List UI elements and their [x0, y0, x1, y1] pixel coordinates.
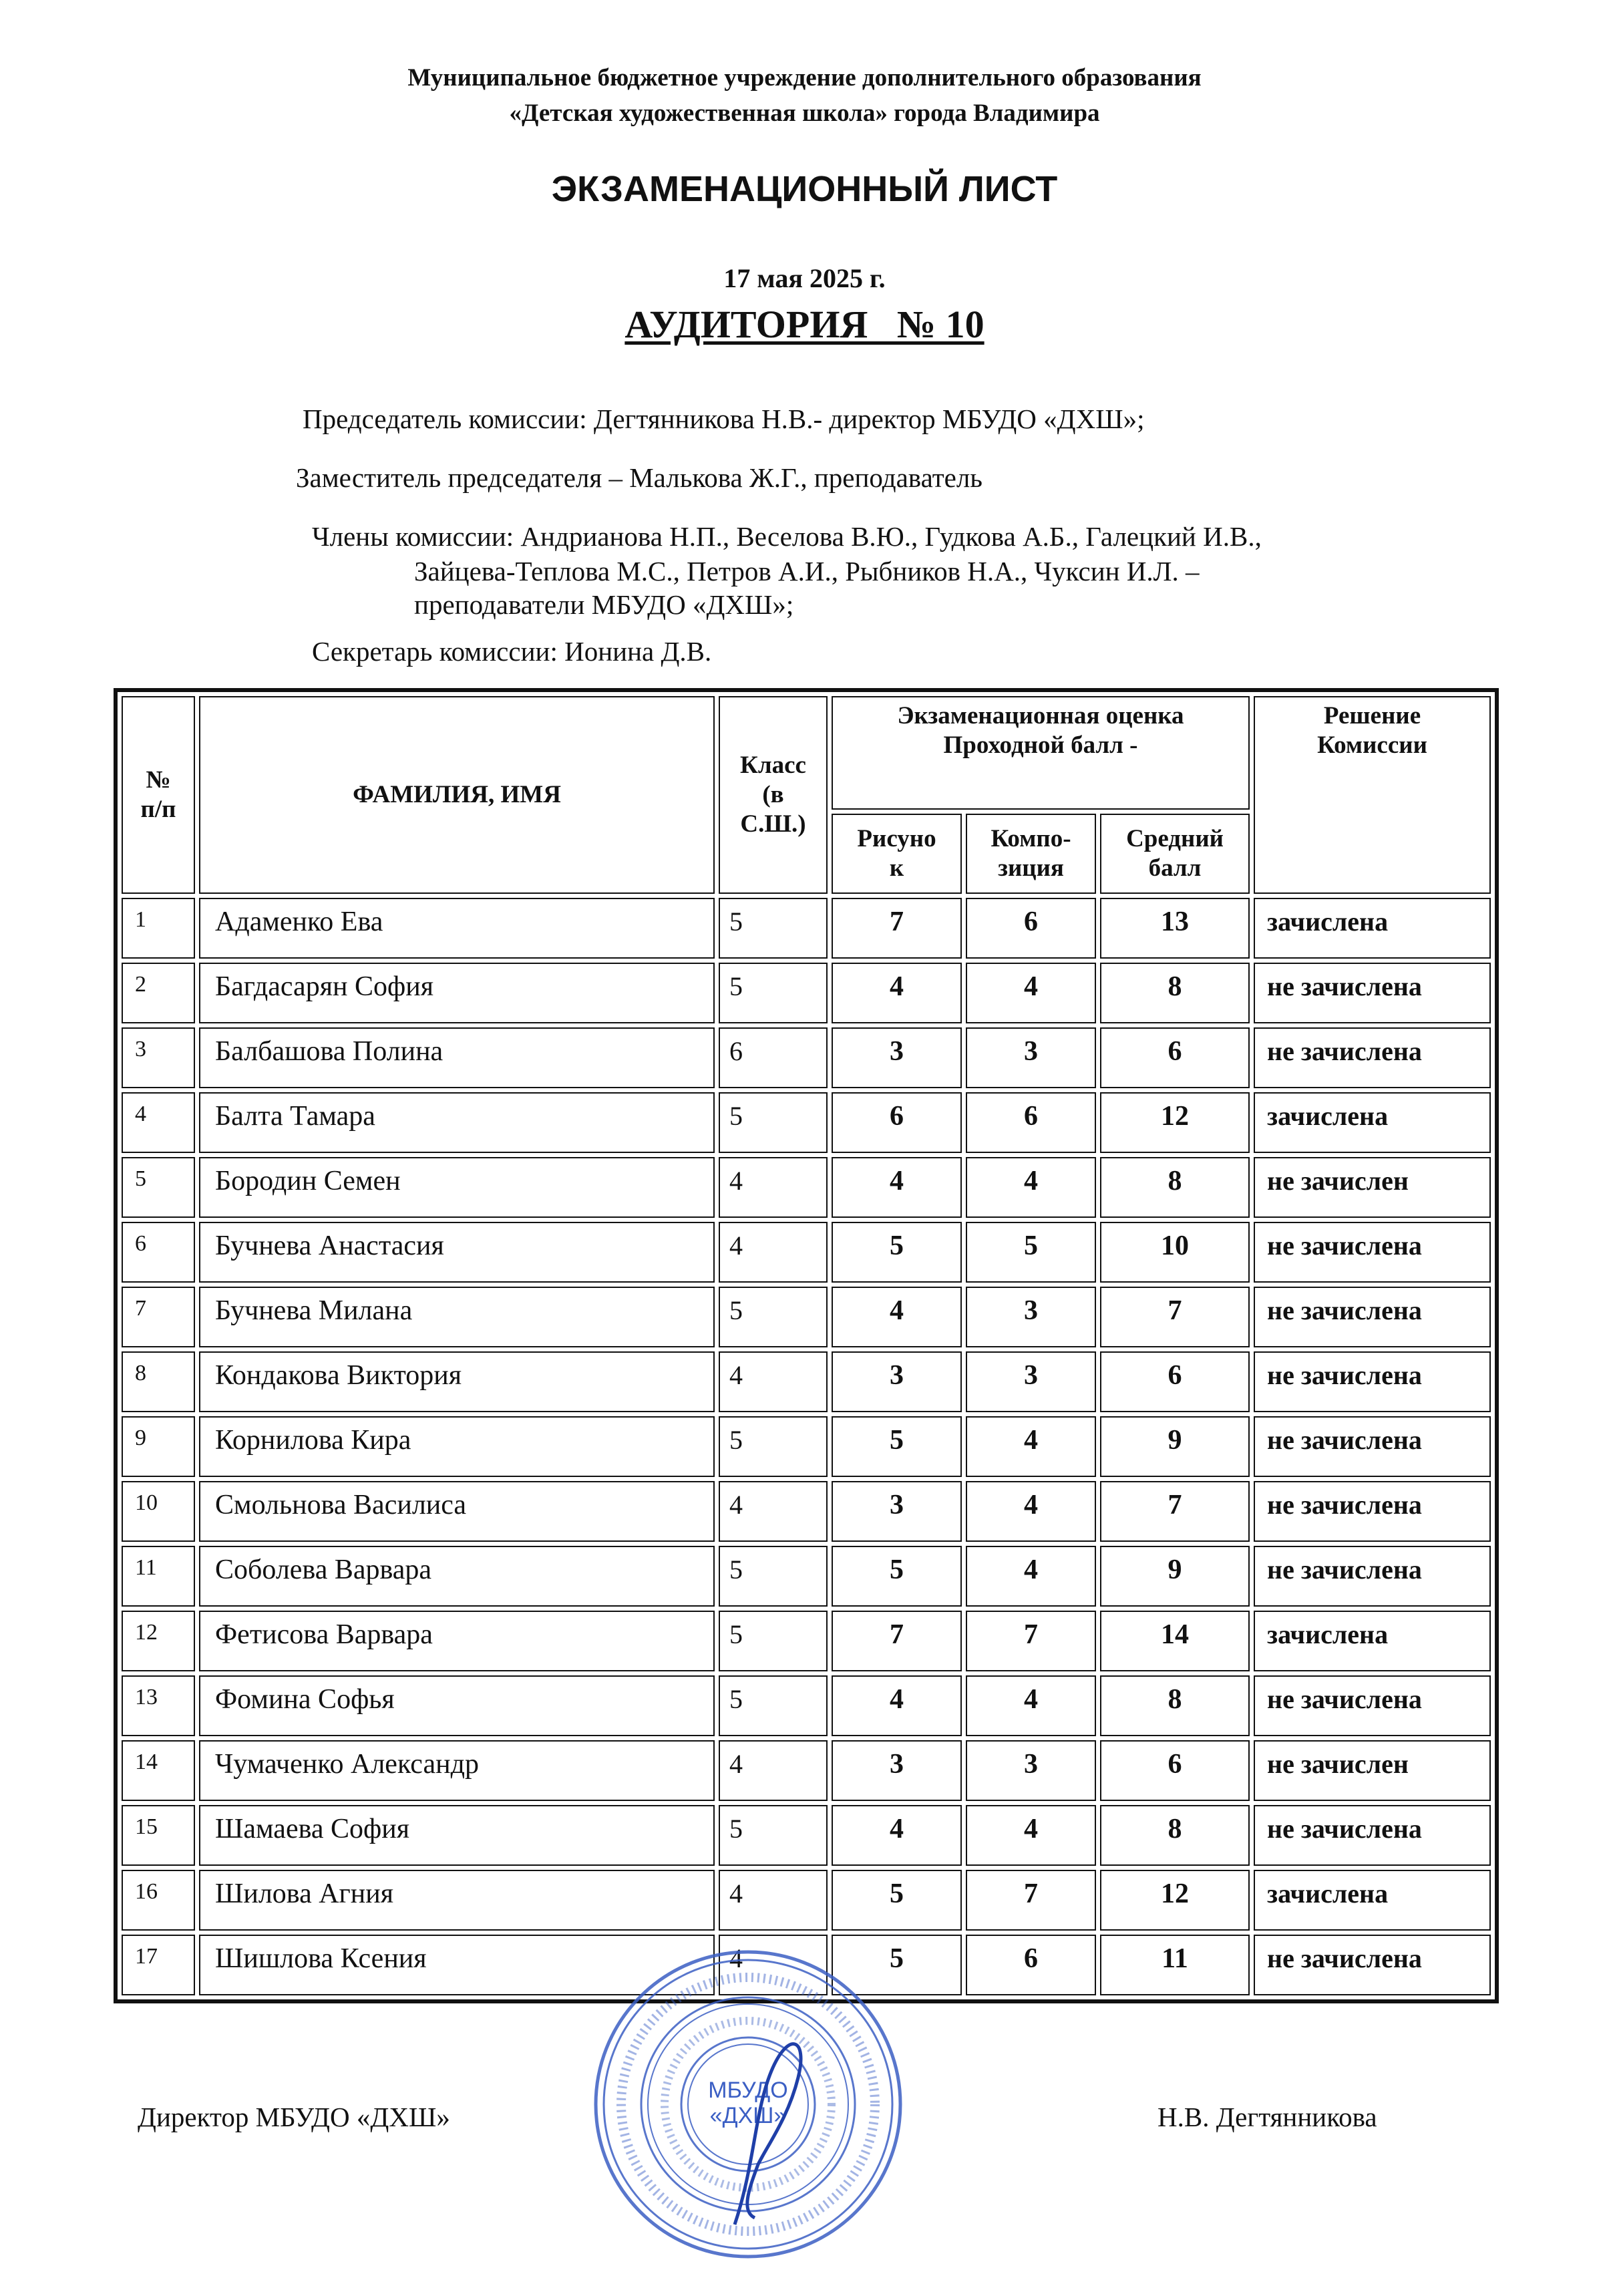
row-decision: не зачислена — [1254, 1287, 1491, 1347]
commission-members-line2: Зайцева-Теплова М.С., Петров А.И., Рыбников Н.А., Чуксин И.Л. – — [414, 556, 1200, 587]
commission-deputy: Заместитель председателя – Малькова Ж.Г., преподаватель — [296, 462, 983, 493]
row-decision: не зачислена — [1254, 1675, 1491, 1736]
table-row — [122, 1222, 1491, 1283]
row-drawing-score: 4 — [832, 1675, 962, 1736]
header-drawing — [832, 814, 962, 894]
row-number: 17 — [122, 1935, 195, 1995]
row-number: 14 — [122, 1740, 195, 1801]
table-row — [122, 1481, 1491, 1542]
row-number: 12 — [122, 1611, 195, 1671]
official-stamp — [588, 1944, 908, 2265]
row-composition-score: 5 — [966, 1222, 1096, 1283]
header-average-line1: Средний — [1126, 825, 1224, 852]
row-name: Соболева Варвара — [199, 1546, 715, 1607]
row-number: 7 — [122, 1287, 195, 1347]
row-class: 5 — [719, 898, 828, 959]
row-number: 11 — [122, 1546, 195, 1607]
org-name-line2: «Детская художественная школа» города Владимира — [509, 100, 1100, 127]
row-number: 13 — [122, 1675, 195, 1736]
row-number: 2 — [122, 963, 195, 1023]
row-number: 1 — [122, 898, 195, 959]
row-name: Бучнева Анастасия — [199, 1222, 715, 1283]
table-row — [122, 1870, 1491, 1931]
row-drawing-score: 3 — [832, 1740, 962, 1801]
row-class: 4 — [719, 1157, 828, 1218]
row-decision: не зачислена — [1254, 1222, 1491, 1283]
row-drawing-score: 4 — [832, 1287, 962, 1347]
row-average-score: 12 — [1100, 1092, 1250, 1153]
stamp-center-line1: МБУДО — [708, 2078, 788, 2103]
row-drawing-score: 5 — [832, 1546, 962, 1607]
row-drawing-score: 3 — [832, 1351, 962, 1412]
row-composition-score: 7 — [966, 1870, 1096, 1931]
row-name: Фомина Софья — [199, 1675, 715, 1736]
table-row — [122, 1416, 1491, 1477]
table-row — [122, 1611, 1491, 1671]
row-number: 8 — [122, 1351, 195, 1412]
row-average-score: 14 — [1100, 1611, 1250, 1671]
row-name: Балта Тамара — [199, 1092, 715, 1153]
row-decision: не зачислена — [1254, 1805, 1491, 1866]
row-name: Смольнова Василиса — [199, 1481, 715, 1542]
header-class-line1: Класс — [740, 752, 806, 779]
row-class: 4 — [719, 1740, 828, 1801]
row-average-score: 13 — [1100, 898, 1250, 959]
row-number: 3 — [122, 1027, 195, 1088]
stamp-center-line2: «ДХШ» — [709, 2103, 787, 2128]
commission-members-line3: преподаватели МБУДО «ДХШ»; — [414, 589, 794, 620]
row-drawing-score: 4 — [832, 1805, 962, 1866]
row-number: 4 — [122, 1092, 195, 1153]
exam-date: 17 мая 2025 г. — [723, 263, 886, 293]
row-drawing-score: 3 — [832, 1027, 962, 1088]
row-composition-score: 4 — [966, 1805, 1096, 1866]
row-name: Кондакова Виктория — [199, 1351, 715, 1412]
row-name: Бородин Семен — [199, 1157, 715, 1218]
table-row — [122, 1157, 1491, 1218]
row-decision: не зачислена — [1254, 1351, 1491, 1412]
row-drawing-score: 7 — [832, 898, 962, 959]
header-composition-line1: Компо- — [991, 825, 1071, 852]
row-drawing-score: 7 — [832, 1611, 962, 1671]
row-class: 5 — [719, 1611, 828, 1671]
row-name: Чумаченко Александр — [199, 1740, 715, 1801]
commission-members-line1: Члены комиссии: Андрианова Н.П., Веселова В.Ю., Гудкова А.Б., Галецкий И.В., — [312, 521, 1262, 552]
row-decision: не зачислена — [1254, 1027, 1491, 1088]
row-number: 15 — [122, 1805, 195, 1866]
row-name: Шишлова Ксения — [199, 1935, 715, 1995]
row-average-score: 8 — [1100, 963, 1250, 1023]
row-number: 16 — [122, 1870, 195, 1931]
header-exam-line1: Экзаменационная оценка — [897, 702, 1184, 729]
row-composition-score: 6 — [966, 1935, 1096, 1995]
row-drawing-score: 5 — [832, 1416, 962, 1477]
row-composition-score: 3 — [966, 1287, 1096, 1347]
row-name: Бучнева Милана — [199, 1287, 715, 1347]
room-number: АУДИТОРИЯ № 10 — [624, 303, 985, 346]
header-class-line3: С.Ш.) — [740, 810, 806, 838]
row-class: 5 — [719, 1092, 828, 1153]
row-decision: зачислена — [1254, 898, 1491, 959]
row-number: 6 — [122, 1222, 195, 1283]
header-composition — [966, 814, 1096, 894]
header-class — [719, 696, 828, 894]
row-decision: не зачислена — [1254, 1935, 1491, 1995]
row-composition-score: 4 — [966, 1546, 1096, 1607]
row-number: 9 — [122, 1416, 195, 1477]
row-drawing-score: 5 — [832, 1935, 962, 1995]
header-number-line1: № — [146, 766, 171, 794]
row-name: Багдасарян София — [199, 963, 715, 1023]
row-drawing-score: 3 — [832, 1481, 962, 1542]
row-average-score: 6 — [1100, 1027, 1250, 1088]
table-row — [122, 1092, 1491, 1153]
row-class: 4 — [719, 1870, 828, 1931]
table-row — [122, 1675, 1491, 1736]
commission-secretary: Секретарь комиссии: Ионина Д.В. — [312, 636, 712, 667]
row-decision: зачислена — [1254, 1870, 1491, 1931]
row-average-score: 8 — [1100, 1157, 1250, 1218]
row-class: 5 — [719, 1805, 828, 1866]
row-average-score: 7 — [1100, 1481, 1250, 1542]
row-class: 5 — [719, 1416, 828, 1477]
header-class-line2: (в — [762, 781, 784, 808]
commission-chair: Председатель комиссии: Дегтянникова Н.В.- директор МБУДО «ДХШ»; — [303, 403, 1145, 434]
row-decision: зачислена — [1254, 1611, 1491, 1671]
row-name: Адаменко Ева — [199, 898, 715, 959]
header-average-line2: балл — [1148, 854, 1202, 882]
row-average-score: 6 — [1100, 1740, 1250, 1801]
header-decision-line1: Решение — [1323, 702, 1421, 729]
row-composition-score: 4 — [966, 1157, 1096, 1218]
row-drawing-score: 6 — [832, 1092, 962, 1153]
header-drawing-line2: к — [889, 854, 904, 882]
table-row — [122, 1805, 1491, 1866]
header-exam-score — [832, 696, 1250, 810]
row-name: Фетисова Варвара — [199, 1611, 715, 1671]
row-class: 4 — [719, 1935, 828, 1995]
row-drawing-score: 5 — [832, 1870, 962, 1931]
row-drawing-score: 4 — [832, 1157, 962, 1218]
row-composition-score: 3 — [966, 1740, 1096, 1801]
header-decision-line2: Комиссии — [1317, 731, 1427, 759]
table-row — [122, 1027, 1491, 1088]
header-average — [1100, 814, 1250, 894]
table-row — [122, 898, 1491, 959]
row-class: 5 — [719, 963, 828, 1023]
row-composition-score: 4 — [966, 963, 1096, 1023]
row-class: 5 — [719, 1675, 828, 1736]
row-average-score: 10 — [1100, 1222, 1250, 1283]
row-composition-score: 6 — [966, 898, 1096, 959]
signature-icon — [735, 2044, 801, 2225]
director-title: Директор МБУДО «ДХШ» — [138, 2102, 450, 2132]
row-composition-score: 7 — [966, 1611, 1096, 1671]
row-class: 4 — [719, 1222, 828, 1283]
document-title: ЭКЗАМЕНАЦИОННЫЙ ЛИСТ — [551, 169, 1058, 209]
row-composition-score: 6 — [966, 1092, 1096, 1153]
table-row — [122, 1740, 1491, 1801]
row-decision: не зачислен — [1254, 1740, 1491, 1801]
header-exam-line2: Проходной балл - — [943, 731, 1138, 759]
header-number-line2: п/п — [140, 796, 176, 823]
row-average-score: 7 — [1100, 1287, 1250, 1347]
row-class: 5 — [719, 1546, 828, 1607]
row-name: Шилова Агния — [199, 1870, 715, 1931]
row-average-score: 8 — [1100, 1805, 1250, 1866]
row-average-score: 6 — [1100, 1351, 1250, 1412]
row-decision: не зачислена — [1254, 1546, 1491, 1607]
row-decision: не зачислена — [1254, 963, 1491, 1023]
row-name: Балбашова Полина — [199, 1027, 715, 1088]
row-composition-score: 4 — [966, 1416, 1096, 1477]
header-number — [122, 696, 195, 894]
row-class: 4 — [719, 1481, 828, 1542]
header-drawing-line1: Рисуно — [857, 825, 936, 852]
row-decision: не зачислена — [1254, 1481, 1491, 1542]
header-composition-line2: зиция — [998, 854, 1064, 882]
row-number: 5 — [122, 1157, 195, 1218]
row-name: Шамаева София — [199, 1805, 715, 1866]
row-composition-score: 4 — [966, 1481, 1096, 1542]
row-average-score: 9 — [1100, 1546, 1250, 1607]
row-average-score: 8 — [1100, 1675, 1250, 1736]
row-name: Корнилова Кира — [199, 1416, 715, 1477]
row-composition-score: 3 — [966, 1351, 1096, 1412]
org-name-line1: Муниципальное бюджетное учреждение дополнительного образования — [407, 64, 1202, 92]
row-drawing-score: 5 — [832, 1222, 962, 1283]
table-row — [122, 963, 1491, 1023]
row-decision: не зачислена — [1254, 1416, 1491, 1477]
table-row — [122, 1351, 1491, 1412]
header-name: ФАМИЛИЯ, ИМЯ — [199, 696, 715, 894]
row-class: 6 — [719, 1027, 828, 1088]
exam-results-table — [114, 688, 1499, 2003]
row-decision: не зачислен — [1254, 1157, 1491, 1218]
row-average-score: 11 — [1100, 1935, 1250, 1995]
row-composition-score: 3 — [966, 1027, 1096, 1088]
header-decision — [1254, 696, 1491, 894]
table-row — [122, 1546, 1491, 1607]
row-class: 4 — [719, 1351, 828, 1412]
table-row — [122, 1287, 1491, 1347]
row-average-score: 12 — [1100, 1870, 1250, 1931]
row-class: 5 — [719, 1287, 828, 1347]
row-composition-score: 4 — [966, 1675, 1096, 1736]
row-average-score: 9 — [1100, 1416, 1250, 1477]
row-drawing-score: 4 — [832, 963, 962, 1023]
row-number: 10 — [122, 1481, 195, 1542]
row-decision: зачислена — [1254, 1092, 1491, 1153]
director-name: Н.В. Дегтянникова — [1157, 2102, 1377, 2132]
